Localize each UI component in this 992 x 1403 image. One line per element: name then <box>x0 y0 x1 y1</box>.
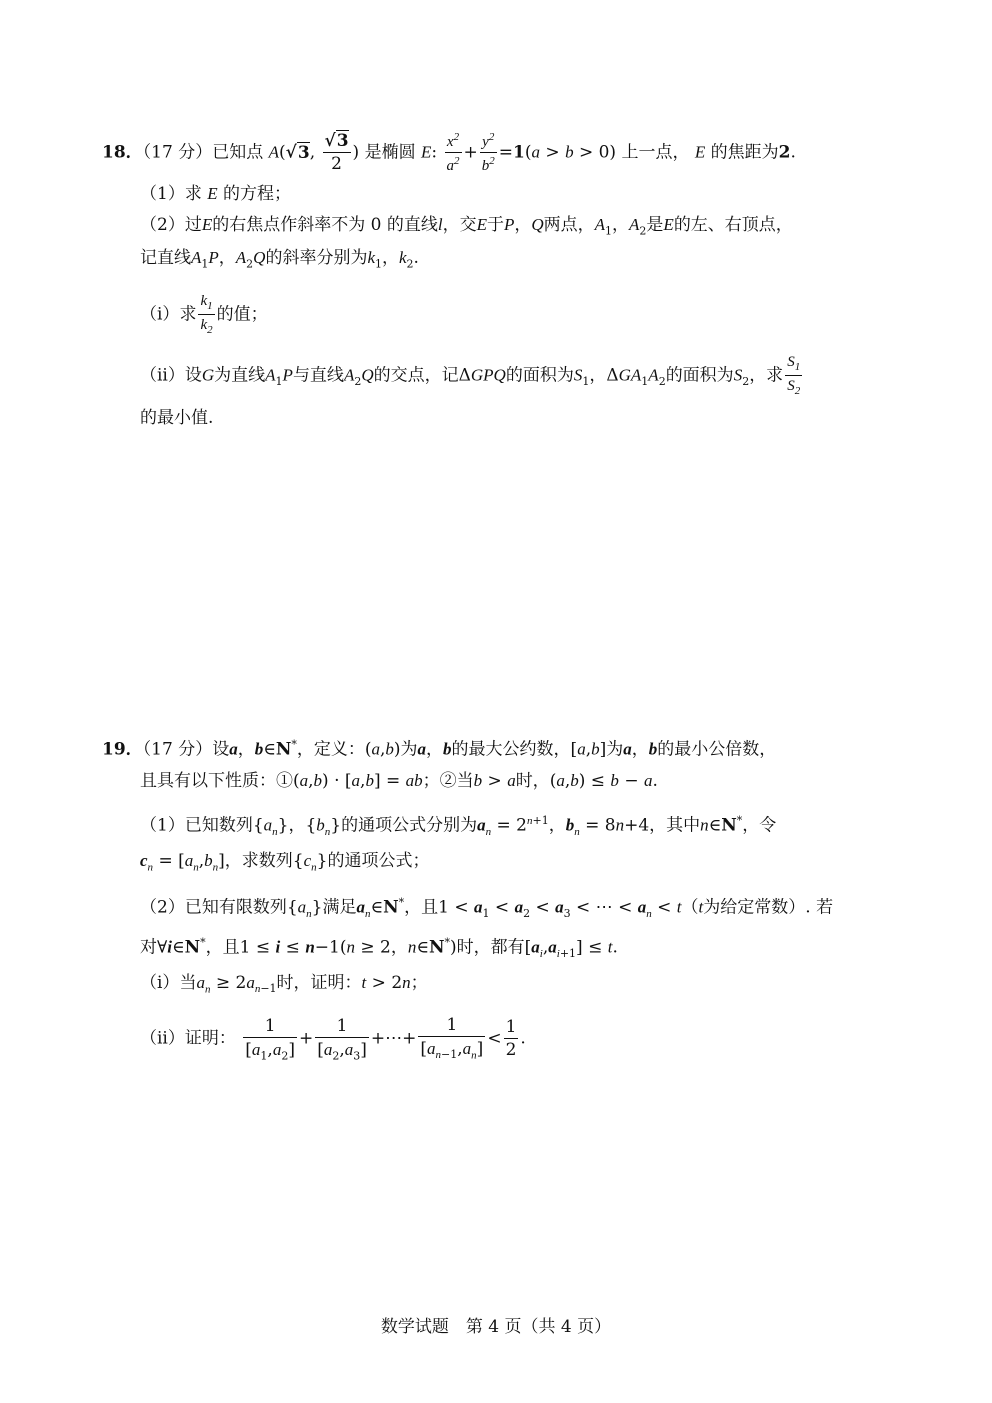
q18-part1: （1）求 E 的方程； <box>140 184 292 204</box>
q18-part2-line2: 记直线$A_1P$，$A_2Q$的斜率分别为$k_1$，$k_2$. <box>140 248 419 271</box>
q19-sub-i: （i）当$a_n \ge 2a_{n-1}$时，证明：t > 2n； <box>140 973 428 996</box>
q19-number: 19． <box>102 739 143 760</box>
q18-number: 18． <box>102 142 143 163</box>
q19-part1-line2: $c_n = [a_n,b_n]$，求数列$\{c_n\}$的通项公式； <box>140 851 430 874</box>
q18-sub-i: （i）求 $\frac{k_1}{k_2}$ 的值； <box>140 293 268 336</box>
q19-sub-ii: （ii）证明： $\frac{1}{[a_1,a_2]}$ + $\frac{1}{[a_2,a_3]}$ +⋯+ $\frac{1}{[a_{n-1},a_n]}$ < $\frac{1}{2}$ . <box>140 1015 526 1062</box>
q18-sub-ii-tail: 的最小值. <box>140 408 214 428</box>
q19-points: （17 分） <box>142 739 213 760</box>
q18-part2: （2）过E的右焦点作斜率不为 0 的直线l，交E于P，Q两点，$A_1$，$A_2$是E的左、右顶点， <box>140 215 793 238</box>
q19-properties: 且具有以下性质：①(a,b) · [a,b] = ab；②当b > a时，(a,b) ≤ b − a. <box>140 771 658 791</box>
q18-stem: 18．（17 分）已知点 A(√3, $\frac{√3}{2}$ ) 是椭圆 E: $\frac{x^2}{a^2}$ + $\frac{y^2}{b^2}$ =1(a > b > 0) 上一点， E 的焦距为2. <box>102 131 796 174</box>
q18-points: （17 分） <box>142 142 213 163</box>
q19-part2-line2: 对∀i∈N*，且1 ≤ i ≤ n−1(n ≥ 2，n∈N*)时，都有$[a_i,a_{i+1}] \le t$. <box>140 936 618 961</box>
q19-part1: （1）已知数列$\{a_n\}$，$\{b_n\}$的通项公式分别为$a_n = 2^{n+1}$，$b_n = 8n+4$，其中n∈N*，令 <box>140 814 777 839</box>
q19-stem: 19．（17 分）设a，b∈N*，定义：(a,b)为a，b的最大公约数，[a,b]为a，b的最小公倍数， <box>102 738 777 760</box>
q18-sub-ii: （ii）设G为直线$A_1P$与直线$A_2Q$的交点，记ΔGPQ的面积为$S_1$，$\Delta GA_1A_2$的面积为$S_2$，求 $\frac{S_1}{S_2}$ <box>140 354 801 397</box>
q19-part2: （2）已知有限数列$\{a_n\}$满足$a_n\in N^*$，且$1 < a_1 < a_2 < a_3$ < ⋯ < $a_n < t(t$为给定常数）. 若 <box>140 896 834 921</box>
page-footer: 数学试题 第 4 页（共 4 页） <box>380 1317 612 1337</box>
